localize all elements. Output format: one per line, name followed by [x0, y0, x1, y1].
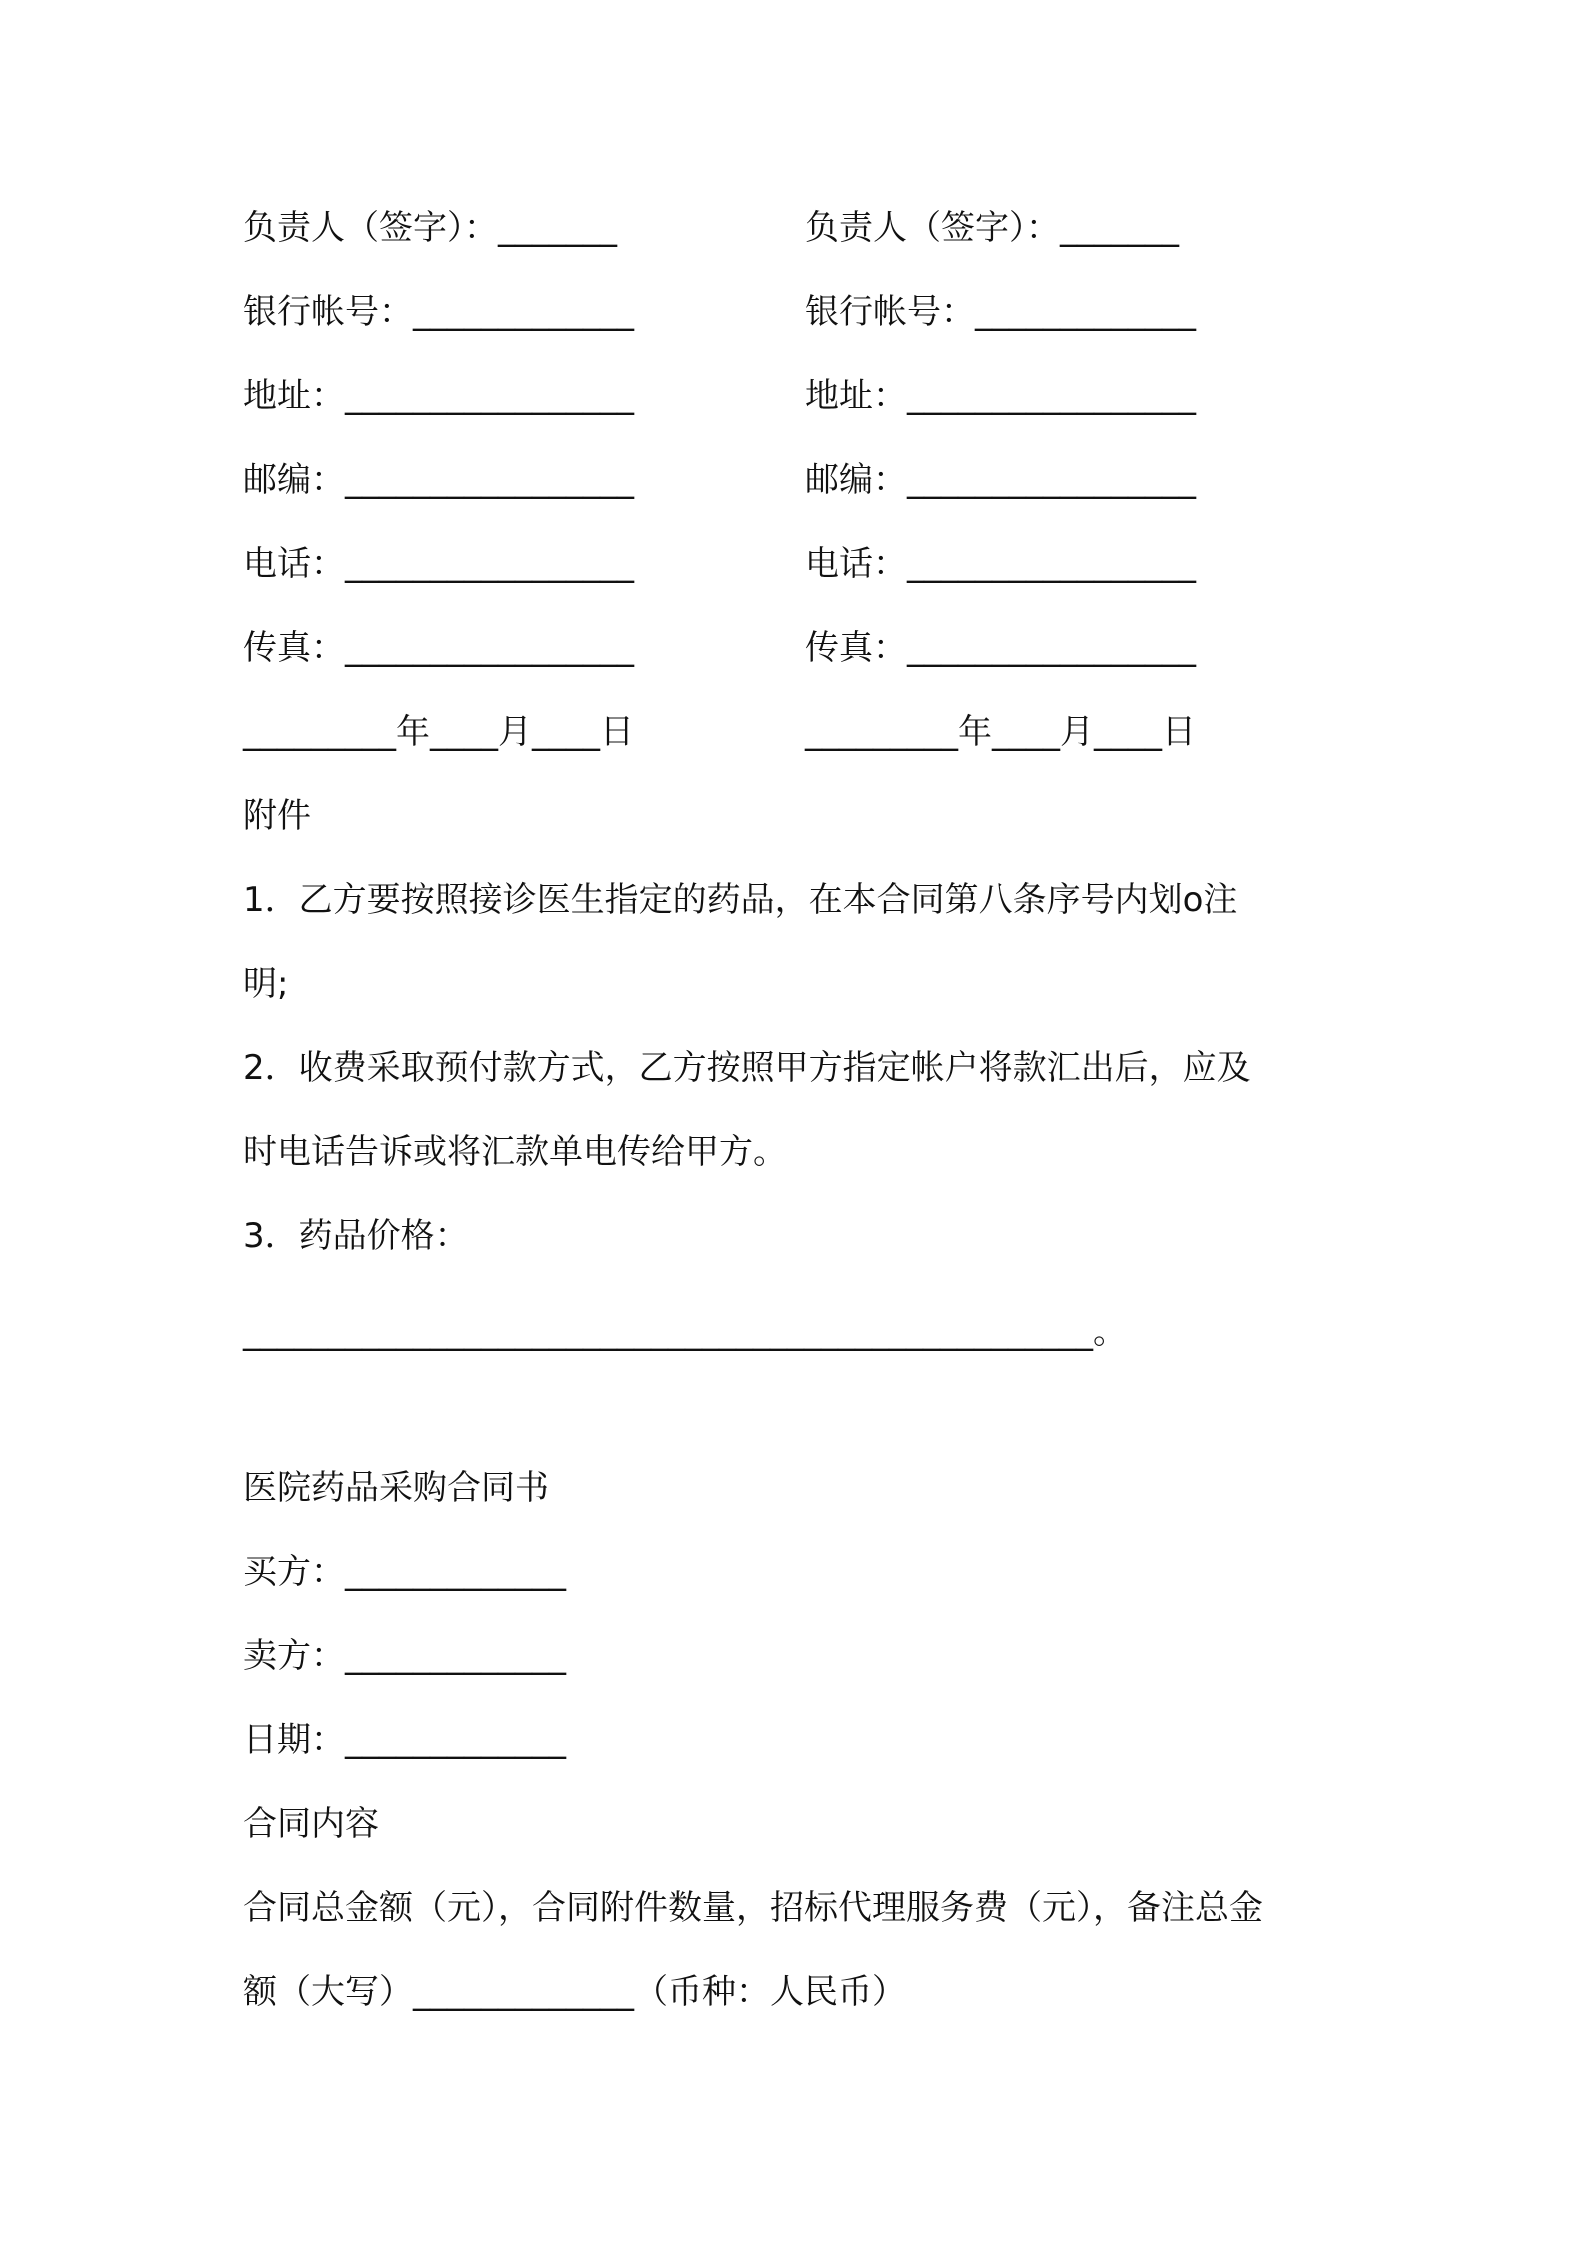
party-a-fax: 传真：_________________ — [243, 628, 634, 668]
party-b-address: 地址：_________________ — [805, 376, 1196, 416]
signature-row-date — [243, 711, 1363, 879]
party-b-responsible-signature: 负责人（签字）：_______ — [805, 208, 1179, 248]
attachment-heading: 附件 — [243, 796, 311, 836]
contract-title: 医院药品采购合同书 — [243, 1468, 549, 1508]
contract-content-line-2: 额（大写）_____________（币种：人民币） — [243, 1972, 906, 2012]
party-b-fax: 传真：_________________ — [805, 628, 1196, 668]
party-b-postcode: 邮编：_________________ — [805, 460, 1196, 500]
party-a-phone: 电话：_________________ — [243, 544, 634, 584]
attachment-item-3: 3．药品价格： — [243, 1216, 469, 1256]
attachment-item-2-line-1: 2．收费采取预付款方式，乙方按照甲方指定帐户将款汇出后，应及 — [243, 1048, 1251, 1088]
party-a-date: _________年____月____日 — [243, 712, 634, 752]
seller-field: 卖方：_____________ — [243, 1636, 566, 1676]
attachment-item-2-line-2: 时电话告诉或将汇款单电传给甲方。 — [243, 1132, 787, 1172]
attachment-item-1-line-1: 1．乙方要按照接诊医生指定的药品，在本合同第八条序号内划o注 — [243, 880, 1238, 920]
party-b-phone: 电话：_________________ — [805, 544, 1196, 584]
party-b-bank-account: 银行帐号：_____________ — [805, 292, 1196, 332]
attachment-item-1-line-2: 明; — [243, 964, 289, 1004]
date-field: 日期：_____________ — [243, 1720, 566, 1760]
contract-content-heading: 合同内容 — [243, 1804, 379, 1844]
party-a-address: 地址：_________________ — [243, 376, 634, 416]
buyer-field: 买方：_____________ — [243, 1552, 566, 1592]
price-blank-line: __________________________________________________。 — [243, 1312, 1127, 1352]
contract-content-line-1: 合同总金额（元），合同附件数量，招标代理服务费（元），备注总金 — [243, 1888, 1263, 1928]
party-a-bank-account: 银行帐号：_____________ — [243, 292, 634, 332]
party-a-responsible-signature: 负责人（签字）：_______ — [243, 208, 617, 248]
party-a-postcode: 邮编：_________________ — [243, 460, 634, 500]
party-b-date: _________年____月____日 — [805, 712, 1196, 752]
